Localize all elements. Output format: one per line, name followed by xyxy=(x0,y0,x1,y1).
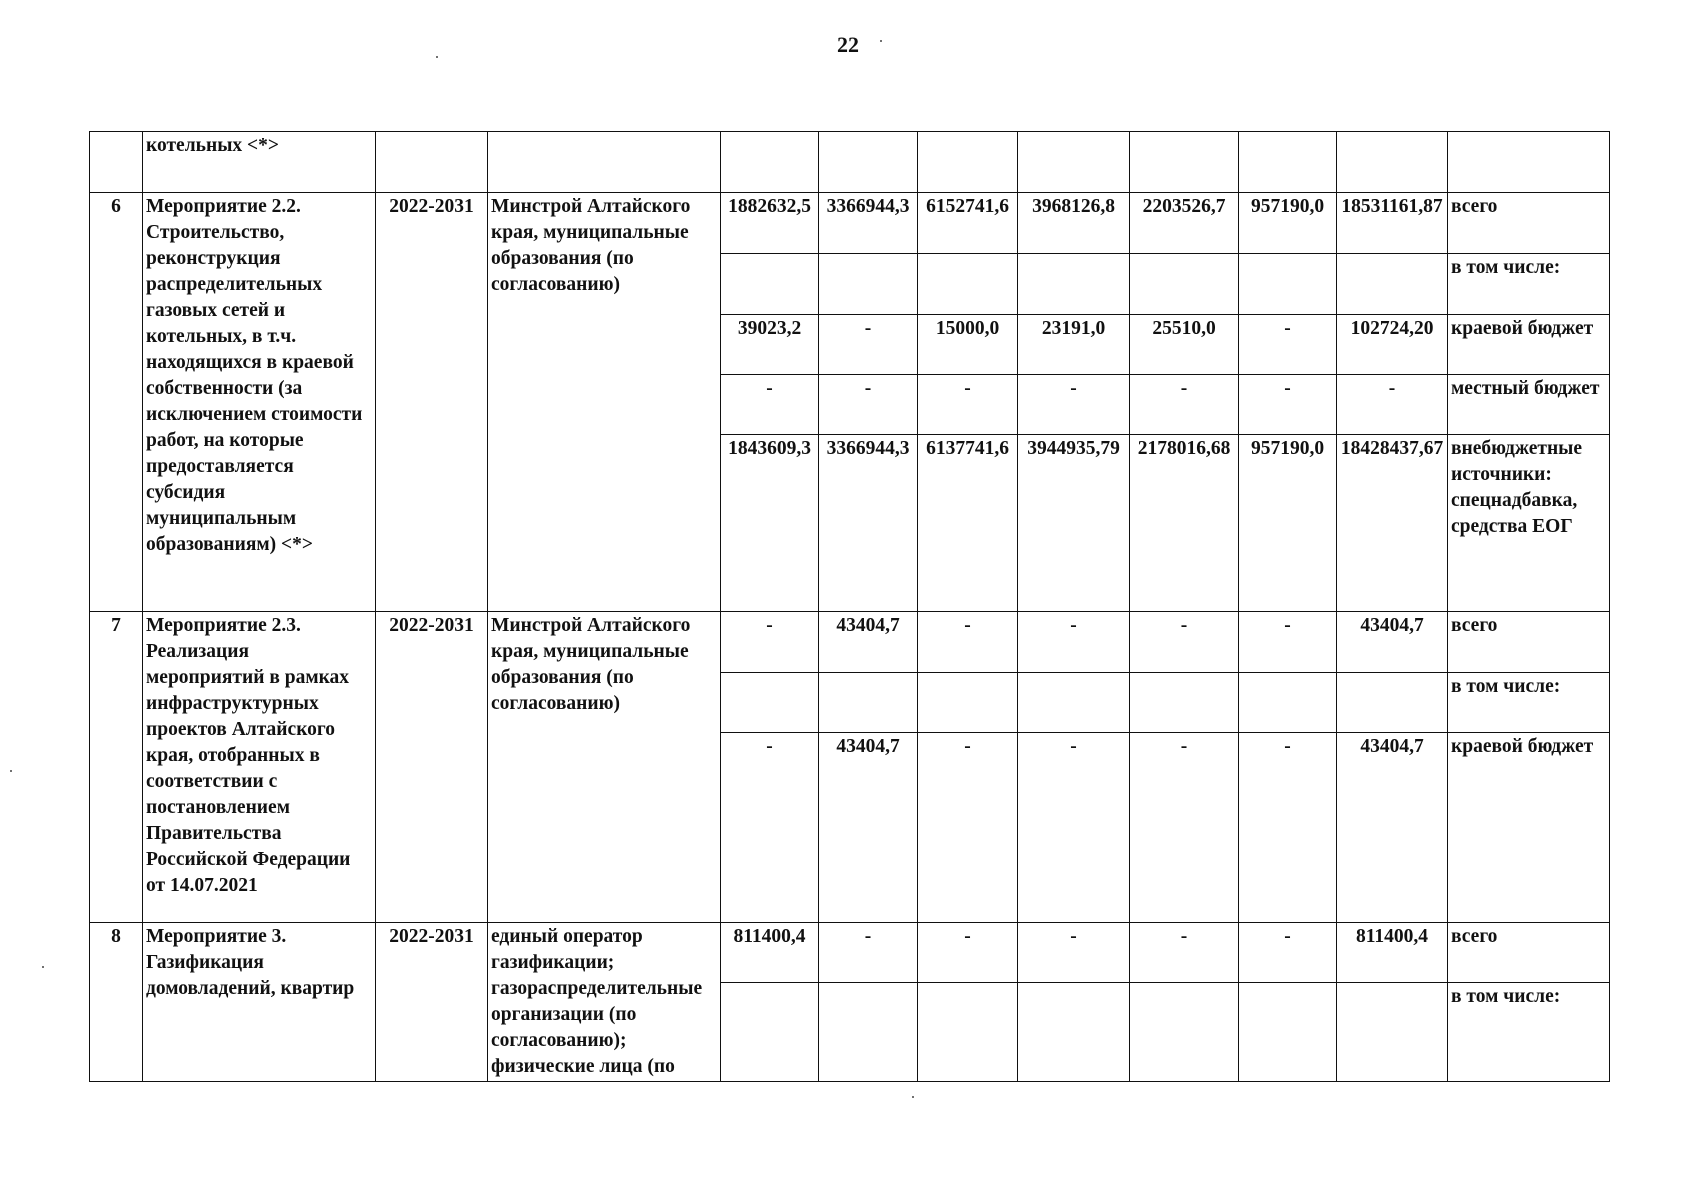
cell-value: - xyxy=(1239,612,1337,673)
scan-speck xyxy=(880,40,882,42)
cell-value xyxy=(819,673,918,733)
cell-source: краевой бюджет xyxy=(1448,315,1610,375)
cell-value: - xyxy=(918,733,1018,923)
cell-value: - xyxy=(1239,315,1337,375)
cell-executor: Минстрой Алтайского края, муниципальные образования (по согласованию) xyxy=(488,612,721,923)
cell-value xyxy=(918,983,1018,1082)
cell-value xyxy=(1130,673,1239,733)
cell-value: - xyxy=(1337,375,1448,435)
cell-value: 811400,4 xyxy=(1337,923,1448,983)
cell-value: - xyxy=(1239,733,1337,923)
cell-value xyxy=(1337,983,1448,1082)
cell-value: - xyxy=(819,315,918,375)
cell-value: 25510,0 xyxy=(1130,315,1239,375)
cell-value xyxy=(918,673,1018,733)
cell-value xyxy=(721,673,819,733)
cell-executor: Минстрой Алтайского края, муниципальные образования (по согласованию) xyxy=(488,193,721,612)
cell-value xyxy=(819,983,918,1082)
cell-value xyxy=(1337,132,1448,193)
cell-value xyxy=(1018,673,1130,733)
cell-value: 3366944,3 xyxy=(819,193,918,254)
cell-value: - xyxy=(1018,375,1130,435)
table-row xyxy=(90,193,1610,254)
cell-value xyxy=(1130,132,1239,193)
page-number: 22 xyxy=(837,32,859,57)
cell-value: 957190,0 xyxy=(1239,193,1337,254)
cell-value: - xyxy=(1018,923,1130,983)
cell-source xyxy=(1448,132,1610,193)
cell-source: всего xyxy=(1448,612,1610,673)
scan-speck xyxy=(436,56,438,58)
cell-value xyxy=(1018,254,1130,315)
cell-value: 43404,7 xyxy=(1337,612,1448,673)
cell-value: 3366944,3 xyxy=(819,435,918,612)
cell-value xyxy=(819,254,918,315)
cell-value: 1882632,5 xyxy=(721,193,819,254)
cell-source: в том числе: xyxy=(1448,983,1610,1082)
cell-value xyxy=(1239,254,1337,315)
cell-value xyxy=(1130,983,1239,1082)
cell-executor: единый оператор газификации; газораспределительные организации (по согласованию); физические лица (по xyxy=(488,923,721,1082)
cell-value: - xyxy=(1130,612,1239,673)
cell-value: 1843609,3 xyxy=(721,435,819,612)
cell-source: всего xyxy=(1448,923,1610,983)
cell-value xyxy=(1337,254,1448,315)
cell-value xyxy=(918,254,1018,315)
cell-value xyxy=(819,132,918,193)
cell-period: 2022-2031 xyxy=(376,193,488,612)
scan-speck xyxy=(912,1096,914,1098)
cell-value xyxy=(721,983,819,1082)
cell-value: - xyxy=(1239,375,1337,435)
cell-value xyxy=(721,254,819,315)
cell-value xyxy=(1130,254,1239,315)
cell-value: 811400,4 xyxy=(721,923,819,983)
cell-value xyxy=(1018,983,1130,1082)
cell-source: всего xyxy=(1448,193,1610,254)
table-row xyxy=(90,612,1610,673)
cell-value: 6152741,6 xyxy=(918,193,1018,254)
cell-value xyxy=(1239,983,1337,1082)
cell-value: 39023,2 xyxy=(721,315,819,375)
cell-period: 2022-2031 xyxy=(376,923,488,1082)
cell-source: в том числе: xyxy=(1448,254,1610,315)
cell-value: 23191,0 xyxy=(1018,315,1130,375)
scan-speck xyxy=(10,770,12,772)
budget-table xyxy=(89,131,1610,1082)
cell-value xyxy=(1239,132,1337,193)
cell-no: 7 xyxy=(90,612,143,923)
cell-value: - xyxy=(721,375,819,435)
cell-name: Мероприятие 2.3. Реализация мероприятий в рамках инфраструктурных проектов Алтайского края, отобранных в соответствии с постановлением Правительства Российской Федерации от 14.07.2021 xyxy=(143,612,376,923)
cell-value xyxy=(1337,673,1448,733)
cell-value: 3944935,79 xyxy=(1018,435,1130,612)
cell-value: - xyxy=(1239,923,1337,983)
cell-name: котельных <*> xyxy=(143,132,376,193)
cell-source: местный бюджет xyxy=(1448,375,1610,435)
cell-value: - xyxy=(721,612,819,673)
cell-value: 43404,7 xyxy=(1337,733,1448,923)
cell-no: 8 xyxy=(90,923,143,1082)
cell-value: 18531161,87 xyxy=(1337,193,1448,254)
cell-value: 6137741,6 xyxy=(918,435,1018,612)
cell-value: 102724,20 xyxy=(1337,315,1448,375)
cell-value: - xyxy=(819,923,918,983)
cell-value: 18428437,67 xyxy=(1337,435,1448,612)
cell-value: 15000,0 xyxy=(918,315,1018,375)
scan-speck xyxy=(42,966,44,968)
table-row xyxy=(90,923,1610,983)
cell-value: - xyxy=(819,375,918,435)
cell-value: 2178016,68 xyxy=(1130,435,1239,612)
cell-name: Мероприятие 2.2. Строительство, реконструкция распределительных газовых сетей и котельных, в т.ч. находящихся в краевой собственности (за исключением стоимости работ, на которые предоставляется субсидия муниципальным образованиям) <*> xyxy=(143,193,376,612)
cell-value xyxy=(918,132,1018,193)
cell-source: в том числе: xyxy=(1448,673,1610,733)
cell-no: 6 xyxy=(90,193,143,612)
cell-value: 43404,7 xyxy=(819,612,918,673)
cell-value xyxy=(1239,673,1337,733)
cell-value: 2203526,7 xyxy=(1130,193,1239,254)
cell-value: - xyxy=(918,923,1018,983)
cell-value: - xyxy=(1130,923,1239,983)
cell-value xyxy=(721,132,819,193)
cell-period: 2022-2031 xyxy=(376,612,488,923)
cell-value: 957190,0 xyxy=(1239,435,1337,612)
cell-period xyxy=(376,132,488,193)
cell-value: - xyxy=(721,733,819,923)
cell-value: - xyxy=(1018,612,1130,673)
cell-no xyxy=(90,132,143,193)
cell-source: краевой бюджет xyxy=(1448,733,1610,923)
cell-value: - xyxy=(1130,375,1239,435)
cell-source: внебюджетные источники: спецнадбавка, средства ЕОГ xyxy=(1448,435,1610,612)
cell-value: - xyxy=(1130,733,1239,923)
cell-value: 3968126,8 xyxy=(1018,193,1130,254)
cell-value: - xyxy=(918,612,1018,673)
cell-value: 43404,7 xyxy=(819,733,918,923)
cell-value xyxy=(1018,132,1130,193)
cell-value: - xyxy=(918,375,1018,435)
cell-executor xyxy=(488,132,721,193)
cell-name: Мероприятие 3. Газификация домовладений, квартир xyxy=(143,923,376,1082)
cell-value: - xyxy=(1018,733,1130,923)
table-row-continuation xyxy=(90,132,1610,193)
